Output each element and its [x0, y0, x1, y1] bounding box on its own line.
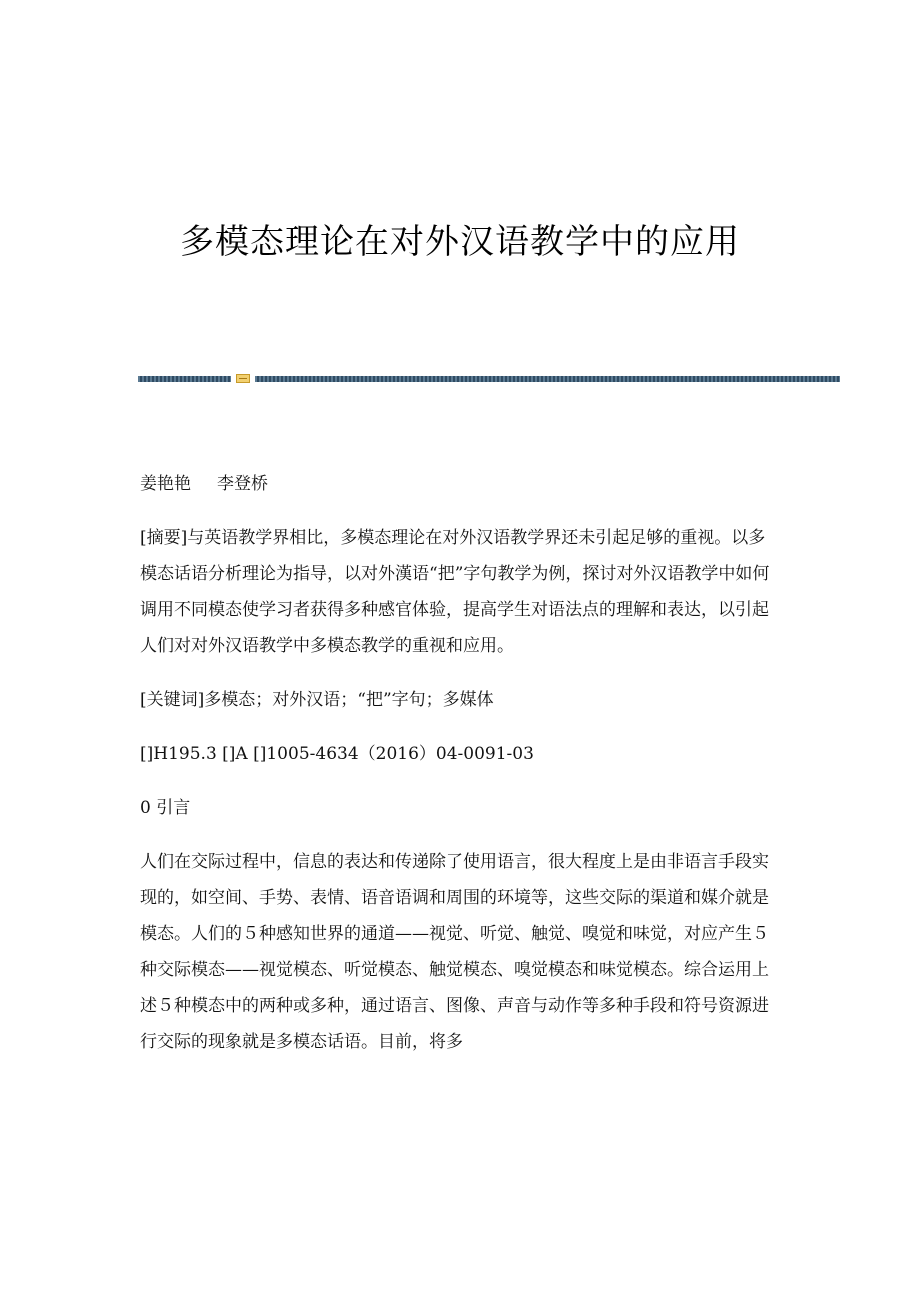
section-heading: 0 引言 [140, 798, 191, 818]
divider-bar-right [255, 376, 840, 382]
divider-bar-left [138, 376, 231, 382]
document-body [140, 466, 780, 1060]
title-divider [138, 374, 840, 384]
classification-codes: []H195.3 []A []1005-4634（2016）04-0091-03 [140, 744, 534, 764]
author-name: 姜艳艳 [140, 474, 191, 494]
keywords: [关键词]多模态；对外汉语；“把”字句；多媒体 [140, 690, 494, 710]
divider-ornament-icon [236, 374, 250, 383]
author-line [140, 466, 780, 502]
body-paragraph: 人们在交际过程中，信息的表达和传递除了使用语言，很大程度上是由非语言手段实现的，如空间、手势、表情、语音语调和周围的环境等，这些交际的渠道和媒介就是模态。人们的５种感知世界的通道——视觉、听觉、触觉、嗅觉和味觉，对应产生５种交际模态——视觉模态、听觉模态、触觉模态、嗅觉模态和味觉模态。综合运用上述５种模态中的两种或多种，通过语言、图像、声音与动作等多种手段和符号资源进行交际的现象就是多模态话语。目前，将多 [140, 852, 769, 1052]
author-name: 李登桥 [217, 474, 268, 494]
abstract: [摘要]与英语教学界相比，多模态理论在对外汉语教学界还未引起足够的重视。以多模态话语分析理论为指导，以对外漢语“把”字句教学为例，探讨对外汉语教学中如何调用不同模态使学习者获得多种感官体验，提高学生对语法点的理解和表达，以引起人们对对外汉语教学中多模态教学的重视和应用。 [140, 528, 770, 656]
document-title: 多模态理论在对外汉语教学中的应用 [180, 222, 740, 262]
